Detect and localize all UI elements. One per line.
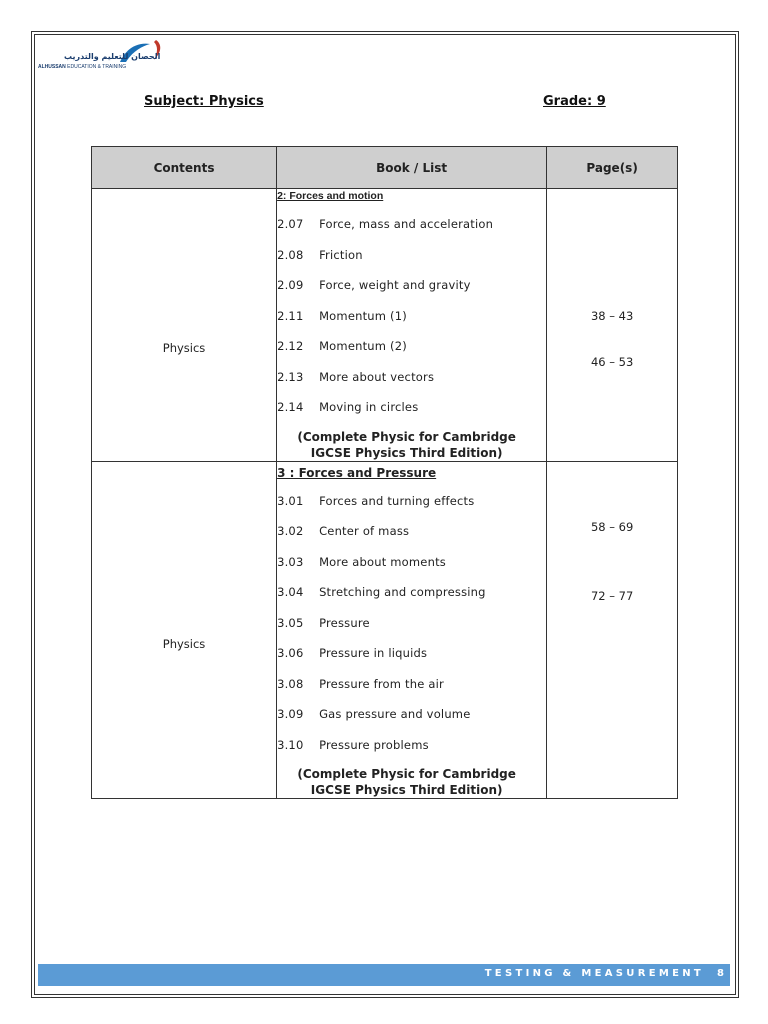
list-item xyxy=(277,669,546,700)
book-list-cell xyxy=(277,189,547,462)
syllabus-table xyxy=(91,146,678,799)
item-title: Momentum (2) xyxy=(319,339,407,353)
table-row xyxy=(92,461,678,799)
list-item xyxy=(277,362,546,393)
item-title: Momentum (1) xyxy=(319,308,407,323)
item-number: 2.07 xyxy=(277,217,304,231)
logo-tagline: EDUCATION & TRAINING xyxy=(67,64,127,70)
list-item xyxy=(277,270,546,301)
item-title: Force, mass and acceleration xyxy=(319,217,494,231)
subject-label: Subject: Physics xyxy=(144,94,264,109)
item-title: Pressure from the air xyxy=(319,676,444,691)
item-title: Friction xyxy=(319,247,363,262)
item-title: Pressure problems xyxy=(319,737,429,752)
list-item xyxy=(277,486,546,517)
item-title: Pressure xyxy=(319,615,370,630)
footer-title: TESTING & MEASUREMENT xyxy=(484,968,704,979)
item-title: Force, weight and gravity xyxy=(319,278,471,292)
item-title: Stretching and compressing xyxy=(319,585,486,599)
book-reference xyxy=(277,760,546,798)
item-title: Pressure in liquids xyxy=(319,646,428,660)
list-item xyxy=(277,392,546,423)
item-title: Gas pressure and volume xyxy=(319,707,471,721)
item-title: More about vectors xyxy=(319,369,435,384)
header-pages: Page(s) xyxy=(547,147,678,189)
book-reference-line2: IGCSE Physics Third Edition) xyxy=(310,445,503,460)
company-logo xyxy=(38,38,178,82)
list-item xyxy=(277,240,546,271)
unit-heading: 3 : Forces and Pressure xyxy=(277,465,437,480)
unit-heading: 2: Forces and motion xyxy=(277,190,384,202)
list-item xyxy=(277,516,546,547)
item-title: Moving in circles xyxy=(319,400,419,414)
list-item xyxy=(277,699,546,730)
item-number: 3.03 xyxy=(277,554,304,569)
table-row xyxy=(92,189,678,462)
contents-subject: Physics xyxy=(162,341,206,355)
list-item xyxy=(277,331,546,362)
item-number: 2.13 xyxy=(277,369,304,384)
logo-english-text xyxy=(38,64,126,70)
list-item xyxy=(277,608,546,639)
list-item xyxy=(277,209,546,240)
book-reference-line1: (Complete Physic for Cambridge xyxy=(297,767,516,781)
item-number: 2.14 xyxy=(277,400,304,414)
item-number: 2.12 xyxy=(277,339,304,353)
list-item xyxy=(277,638,546,669)
item-number: 3.09 xyxy=(277,707,304,721)
book-list-cell xyxy=(277,461,547,799)
page-range: 72 – 77 xyxy=(590,588,634,603)
table-header-row xyxy=(92,147,678,189)
item-title: Forces and turning effects xyxy=(319,493,475,508)
item-title: Center of mass xyxy=(319,524,410,538)
item-number: 3.08 xyxy=(277,676,304,691)
item-number: 3.06 xyxy=(277,646,304,660)
page-range: 38 – 43 xyxy=(590,309,634,323)
logo-brand: ALHUSSAN xyxy=(38,64,66,70)
page-number: 8 xyxy=(717,968,724,979)
item-number: 3.05 xyxy=(277,615,304,630)
contents-cell xyxy=(92,189,277,462)
book-reference-line1: (Complete Physic for Cambridge xyxy=(297,429,516,444)
list-item xyxy=(277,577,546,608)
pages-cell xyxy=(547,461,678,799)
header-contents: Contents xyxy=(92,147,277,189)
contents-cell xyxy=(92,461,277,799)
footer-bar xyxy=(38,964,730,986)
contents-subject: Physics xyxy=(162,636,206,651)
book-reference-line2: IGCSE Physics Third Edition) xyxy=(310,783,503,797)
header-book-list: Book / List xyxy=(277,147,547,189)
book-reference xyxy=(277,423,546,461)
pages-cell xyxy=(547,189,678,462)
item-number: 3.01 xyxy=(277,493,304,508)
logo-arabic-text: الحصان للتعليم والتدريب xyxy=(64,52,161,61)
list-item xyxy=(277,301,546,332)
item-number: 2.11 xyxy=(277,308,304,323)
item-title: More about moments xyxy=(319,554,446,569)
item-number: 3.10 xyxy=(277,737,304,752)
list-item xyxy=(277,730,546,761)
list-item xyxy=(277,547,546,578)
item-number: 2.08 xyxy=(277,247,304,262)
item-number: 3.04 xyxy=(277,585,304,599)
item-number: 2.09 xyxy=(277,278,304,292)
page-range: 58 – 69 xyxy=(590,519,634,534)
page-range: 46 – 53 xyxy=(590,355,634,369)
item-number: 3.02 xyxy=(277,524,304,538)
grade-label: Grade: 9 xyxy=(543,94,606,109)
